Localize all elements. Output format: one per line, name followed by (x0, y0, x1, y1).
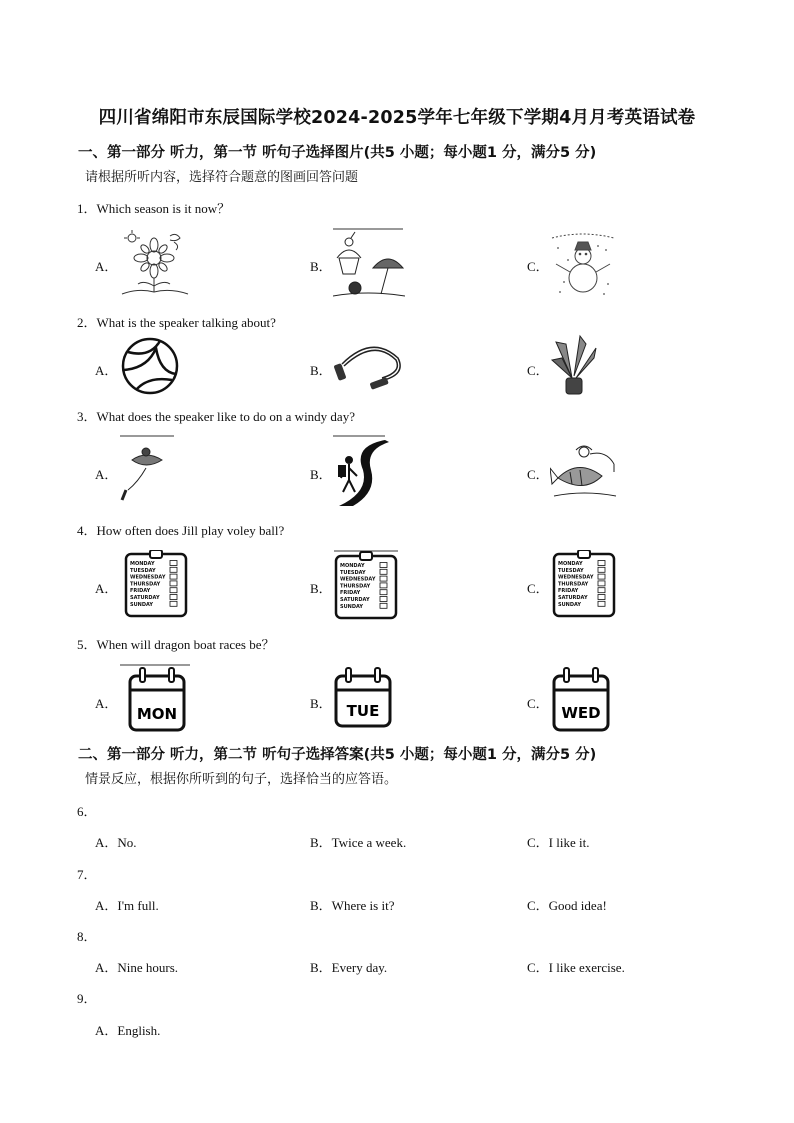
weekly-schedule-b (334, 550, 398, 620)
q6-option-b[interactable]: B．Twice a week. (310, 835, 407, 850)
q5-option-c-label[interactable]: C． (527, 696, 549, 711)
q6-option-c[interactable]: C．I like it. (527, 835, 590, 850)
schedule-day-label: SUNDAY (340, 603, 364, 610)
schedule-checkbox (598, 595, 605, 600)
schedule-day-label: TUESDAY (558, 567, 584, 574)
schedule-checkbox (170, 561, 177, 566)
schedule-checkbox (170, 588, 177, 593)
schedule-checkbox (380, 597, 387, 602)
schedule-day-label: TUESDAY (130, 567, 156, 574)
calendar-mon-text: MON (136, 705, 178, 723)
section2-heading: 二、第一部分 听力，第二节 听句子选择答案(共5 小题；每小题1 分，满分5 分) (78, 747, 597, 763)
volleyball-image (120, 336, 180, 396)
schedule-day-label: MONDAY (130, 561, 155, 567)
schedule-day-label: SATURDAY (340, 597, 370, 603)
schedule-checkbox (170, 595, 177, 600)
q9-option-a[interactable]: A．English. (95, 1023, 161, 1038)
weekly-schedule-c (552, 550, 616, 618)
kite-image (118, 434, 176, 504)
page-title: 四川省绵阳市东辰国际学校2024-2025学年七年级下学期4月月考英语试卷 (98, 108, 696, 128)
q8-option-a[interactable]: A．Nine hours. (95, 960, 179, 975)
schedule-day-label: FRIDAY (130, 588, 151, 595)
q4-option-c-label[interactable]: C． (527, 581, 549, 596)
schedule-checkbox (380, 603, 387, 608)
flower-spring-image (118, 228, 190, 296)
schedule-day-label: FRIDAY (340, 590, 361, 597)
question-4-stem: 4．How often does Jill play voley ball? (77, 523, 285, 538)
schedule-checkbox (598, 581, 605, 586)
snowman-winter-image (550, 232, 616, 296)
q3-option-c-label[interactable]: C． (527, 467, 549, 482)
schedule-checkbox (598, 567, 605, 572)
schedule-day-label: THURSDAY (340, 583, 371, 590)
weekly-schedule-a (124, 550, 188, 618)
icecream-beach-summer-image (333, 228, 405, 298)
q4-option-b-label[interactable]: B． (310, 581, 332, 596)
calendar-wed-text: WED (561, 704, 601, 722)
schedule-day-label: WEDNESDAY (558, 574, 594, 581)
q4-option-a-label[interactable]: A． (95, 581, 118, 596)
schedule-day-label: WEDNESDAY (340, 576, 376, 583)
schedule-day-label: WEDNESDAY (130, 574, 166, 581)
schedule-checkbox (598, 561, 605, 566)
q7-option-b[interactable]: B．Where is it? (310, 898, 395, 913)
q5-option-a-label[interactable]: A． (95, 696, 118, 711)
schedule-day-label: SATURDAY (130, 595, 160, 601)
calendar-mon (120, 664, 192, 734)
section1-instruction: 请根据所听内容，选择符合题意的图画回答问题 (85, 170, 359, 185)
calendar-tue-text: TUE (346, 702, 380, 720)
schedule-checkbox (380, 569, 387, 574)
schedule-checkbox (380, 590, 387, 595)
jump-rope-image (332, 340, 408, 396)
q1-option-a-label[interactable]: A． (95, 259, 118, 274)
q7-option-a[interactable]: A．I'm full. (95, 898, 159, 913)
schedule-day-label: FRIDAY (558, 588, 579, 595)
calendar-tue (328, 664, 400, 734)
section2-instruction: 情景反应，根据你所听到的句子，选择恰当的应答语。 (85, 772, 398, 787)
question-9-number: 9． (77, 991, 97, 1006)
schedule-checkbox (380, 576, 387, 581)
question-7-number: 7． (77, 867, 97, 882)
schedule-checkbox (598, 574, 605, 579)
fishing-image (550, 440, 618, 502)
question-3-stem: 3．What does the speaker like to do on a windy day? (77, 409, 355, 424)
q1-option-c-label[interactable]: C． (527, 259, 549, 274)
schedule-checkbox (170, 567, 177, 572)
shuttlecock-image (550, 334, 600, 398)
question-1-stem: 1．Which season is it now？ (77, 201, 231, 216)
schedule-checkbox (380, 563, 387, 568)
schedule-day-label: SUNDAY (130, 601, 154, 608)
q3-option-b-label[interactable]: B． (310, 467, 332, 482)
q8-option-c[interactable]: C．I like exercise. (527, 960, 625, 975)
q2-option-a-label[interactable]: A． (95, 363, 118, 378)
question-8-number: 8． (77, 929, 97, 944)
section1-heading: 一、第一部分 听力，第一节 听句子选择图片(共5 小题；每小题1 分，满分5 分) (78, 145, 597, 161)
q8-option-b[interactable]: B．Every day. (310, 960, 388, 975)
schedule-day-label: SUNDAY (558, 601, 582, 608)
schedule-day-label: THURSDAY (558, 581, 589, 588)
calendar-wed (546, 664, 618, 734)
schedule-checkbox (598, 601, 605, 606)
schedule-day-label: MONDAY (340, 563, 365, 569)
question-6-number: 6． (77, 804, 97, 819)
schedule-checkbox (170, 601, 177, 606)
schedule-day-label: TUESDAY (340, 569, 366, 576)
q1-option-b-label[interactable]: B． (310, 259, 332, 274)
q2-option-b-label[interactable]: B． (310, 363, 332, 378)
hiking-image (333, 434, 389, 508)
question-5-stem: 5．When will dragon boat races be？ (77, 637, 275, 652)
schedule-checkbox (170, 574, 177, 579)
question-2-stem: 2．What is the speaker talking about? (77, 315, 276, 330)
q2-option-c-label[interactable]: C． (527, 363, 549, 378)
schedule-day-label: THURSDAY (130, 581, 161, 588)
schedule-day-label: SATURDAY (558, 595, 588, 601)
q7-option-c[interactable]: C．Good idea! (527, 898, 607, 913)
q6-option-a[interactable]: A．No. (95, 835, 137, 850)
schedule-checkbox (598, 588, 605, 593)
schedule-checkbox (170, 581, 177, 586)
q5-option-b-label[interactable]: B． (310, 696, 332, 711)
schedule-day-label: MONDAY (558, 561, 583, 567)
q3-option-a-label[interactable]: A． (95, 467, 118, 482)
schedule-checkbox (380, 583, 387, 588)
